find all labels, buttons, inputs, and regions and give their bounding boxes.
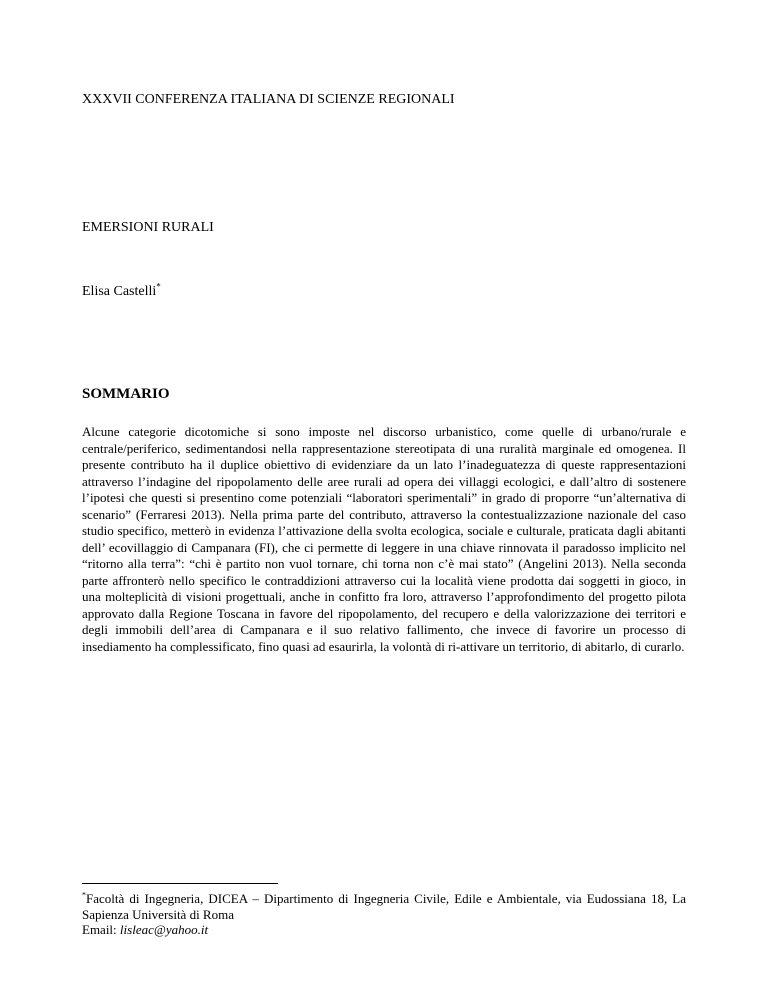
- email-address: lisleac@yahoo.it: [119, 922, 209, 937]
- author-line: [82, 281, 161, 300]
- footnote: [82, 891, 686, 938]
- author-footnote-mark: *: [156, 281, 161, 292]
- abstract-heading: SOMMARIO: [82, 386, 170, 402]
- footnote-divider: [82, 883, 278, 884]
- footnote-mark: *: [82, 890, 86, 900]
- footnote-affiliation: Facoltà di Ingegneria, DICEA – Dipartimento di Ingegneria Civile, Edile e Ambientale, via Eudossiana 18, La Sapienza Università di Roma: [82, 891, 686, 922]
- paper-title: EMERSIONI RURALI: [82, 220, 214, 235]
- email-label: Email:: [82, 922, 120, 937]
- footnote-email-line: [82, 922, 686, 938]
- author-name: Elisa Castelli: [82, 284, 157, 299]
- abstract-text: Alcune categorie dicotomiche si sono imposte nel discorso urbanistico, come quelle di urbano/rurale e centrale/periferico, sedimentandosi nella rappresentazione stereotipata di una ruralità marginale ed omogenea. Il presente contributo ha il duplice obiettivo di evidenziare da un lato l’inadeguatezza di queste rappresentazioni attraverso l’indagine del ripopolamento delle aree rurali ad opera dei villaggi ecologici, e dall’altro di sostenere l’ipotesi che questi si presentino come potenziali “laboratori sperimentali” in grado di proporre “un’alternativa di scenario” (Ferraresi 2013). Nella prima parte del contributo, attraverso la contestualizzazione nazionale del caso studio specifico, metterò in evidenza l’attivazione della svolta ecologica, sociale e culturale, praticata dagli abitanti dell’ ecovillaggio di Campanara (FI), che ci permette di leggere in una chiave rinnovata il paradosso implicito nel “ritorno alla terra”: “chi è partito non vuol tornare, chi torna non c’è mai stato” (Angelini 2013). Nella seconda parte affronterò nello specifico le contraddizioni attraverso cui la località viene prodotta dai soggetti in gioco, in una molteplicità di visioni progettuali, anche in confitto fra loro, attraverso l’approfondimento del progetto pilota approvato dalla Regione Toscana in favore del ripopolamento, del recupero e della valorizzazione dei territori e degli immobili dell’area di Campanara e il suo relativo fallimento, che invece di favorire un processo di insediamento ha complessificato, fino quasi ad esaurirla, la volontà di ri-attivare un territorio, di abitarlo, di curarlo.: [82, 424, 686, 654]
- footnote-affiliation-line: [82, 891, 686, 922]
- conference-name: XXXVII CONFERENZA ITALIANA DI SCIENZE REGIONALI: [82, 92, 455, 107]
